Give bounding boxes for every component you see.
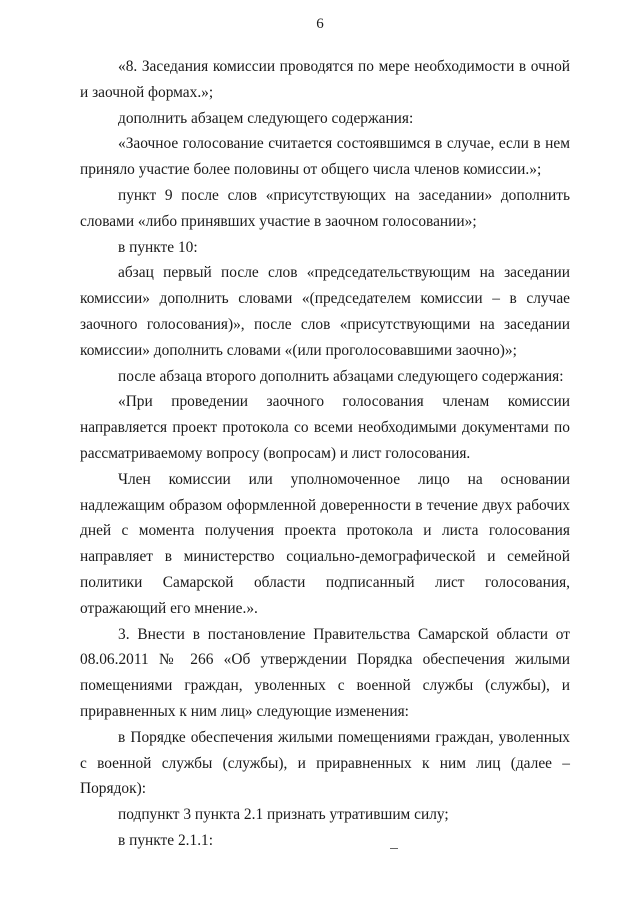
document-body <box>80 54 570 854</box>
paragraph-first-subparagraph: абзац первый после слов «председательствующим на заседании комиссии» дополнить словами «(председателем комиссии – в случае заочного голосования)», после слов «присутствующими на заседании комиссии» дополнить словами «(или проголосовавшими заочно)»; <box>80 264 570 359</box>
page-number: 6 <box>316 16 324 32</box>
paragraph-point-2-1-1: в пункте 2.1.1: <box>118 831 214 849</box>
paragraph-item-3: 3. Внести в постановление Правительства Самарской области от 08.06.2011 № 266 «Об утверждении Порядка обеспечения жилыми помещениями граждан, уволенных с военной службы (службы), и приравненных к ним лиц» следующие изменения: <box>80 625 570 720</box>
paragraph-quoted-absentee-vote: «Заочное голосование считается состоявшимся в случае, если в нем приняло участие более половины от общего числа членов комиссии.»; <box>80 135 570 179</box>
paragraph-after-second: после абзаца второго дополнить абзацами следующего содержания: <box>118 367 564 385</box>
paragraph-point-9: пункт 9 после слов «присутствующих на заседании» дополнить словами «либо принявших участие в заочном голосовании»; <box>80 186 570 230</box>
paragraph-quoted-absentee-procedure: «При проведении заочного голосования членам комиссии направляется проект протокола со всеми необходимыми документами по рассматриваемому вопросу (вопросам) и лист голосования. <box>80 393 570 462</box>
paragraph-subpoint-3: подпункт 3 пункта 2.1 признать утратившим силу; <box>118 806 449 824</box>
paragraph-point-10-intro: в пункте 10: <box>118 238 198 256</box>
paragraph-quoted-clause-8: «8. Заседания комиссии проводятся по мере необходимости в очной и заочной формах.»; <box>80 58 570 101</box>
paragraph-member-ballot: Член комиссии или уполномоченное лицо на основании надлежащим образом оформленной доверенности в течение двух рабочих дней с момента получения проекта протокола и листа голосования направляет в министерство социально-демографической и семейной политики Самарской области подписанный лист голосования, отражающий его мнение.». <box>80 470 570 617</box>
scan-artifact-mark <box>390 848 398 849</box>
paragraph-procedure-changes: в Порядке обеспечения жилыми помещениями граждан, уволенных с военной службы (службы), и приравненных к ним лиц (далее – Порядок): <box>80 728 570 798</box>
paragraph-add-clause-intro: дополнить абзацем следующего содержания: <box>118 109 414 127</box>
